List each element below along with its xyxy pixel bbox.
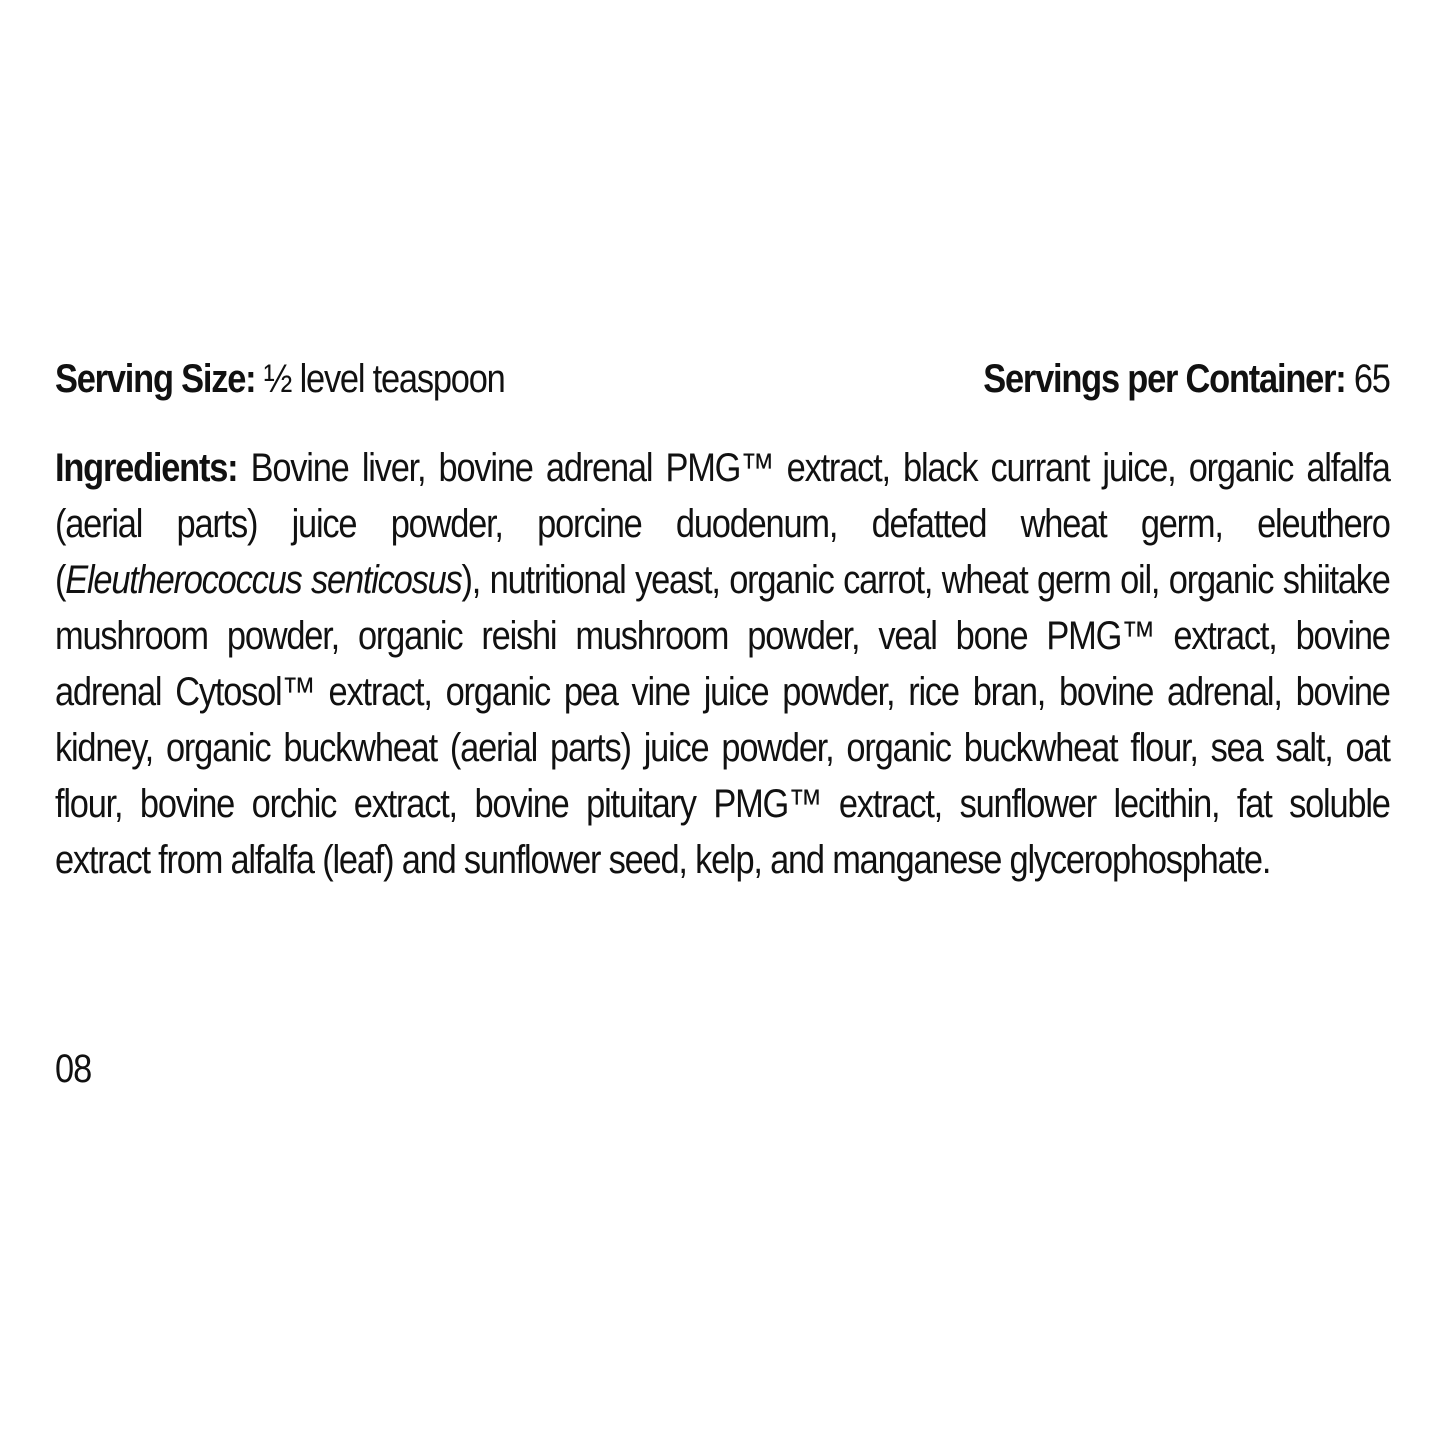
servings-per-container-label: Servings per Container:	[983, 357, 1346, 401]
serving-info-row	[55, 352, 1390, 406]
servings-per-container	[983, 352, 1389, 406]
ingredients-latin-name: Eleutherococcus senticosus	[65, 558, 462, 602]
ingredients-label: Ingredients:	[55, 446, 238, 490]
lot-code: 08	[55, 1047, 92, 1091]
servings-per-container-value: 65	[1345, 357, 1390, 401]
ingredients-text-part-2: ), nutritional yeast, organic carrot, wheat germ oil, organic shiitake mushroom powder, organic reishi mushroom powder, veal bone PMG™ extract, bovine adrenal Cytosol™ extract, organic pea vine juice powder, rice bran, bovine adrenal, bovine kidney, organic buckwheat (aerial parts) juice powder, organic buckwheat flour, sea salt, oat flour, bovine orchic extract, bovine pituitary PMG™ extract, sunflower lecithin, fat soluble extract from alfalfa (leaf) and sunflower seed, kelp, and manganese glycerophosphate.	[55, 558, 1390, 882]
supplement-label	[55, 352, 1390, 888]
serving-size-label: Serving Size:	[55, 357, 256, 401]
serving-size	[55, 352, 505, 406]
ingredients-paragraph	[55, 440, 1390, 888]
ingredients-text-part-1: Bovine liver, bovine adrenal PMG™ extract, black currant juice, organic alfalfa (aerial parts) juice powder, porcine duodenum, defatted wheat germ, eleuthero (	[55, 446, 1390, 602]
serving-size-value: ½ level teaspoon	[255, 357, 505, 401]
